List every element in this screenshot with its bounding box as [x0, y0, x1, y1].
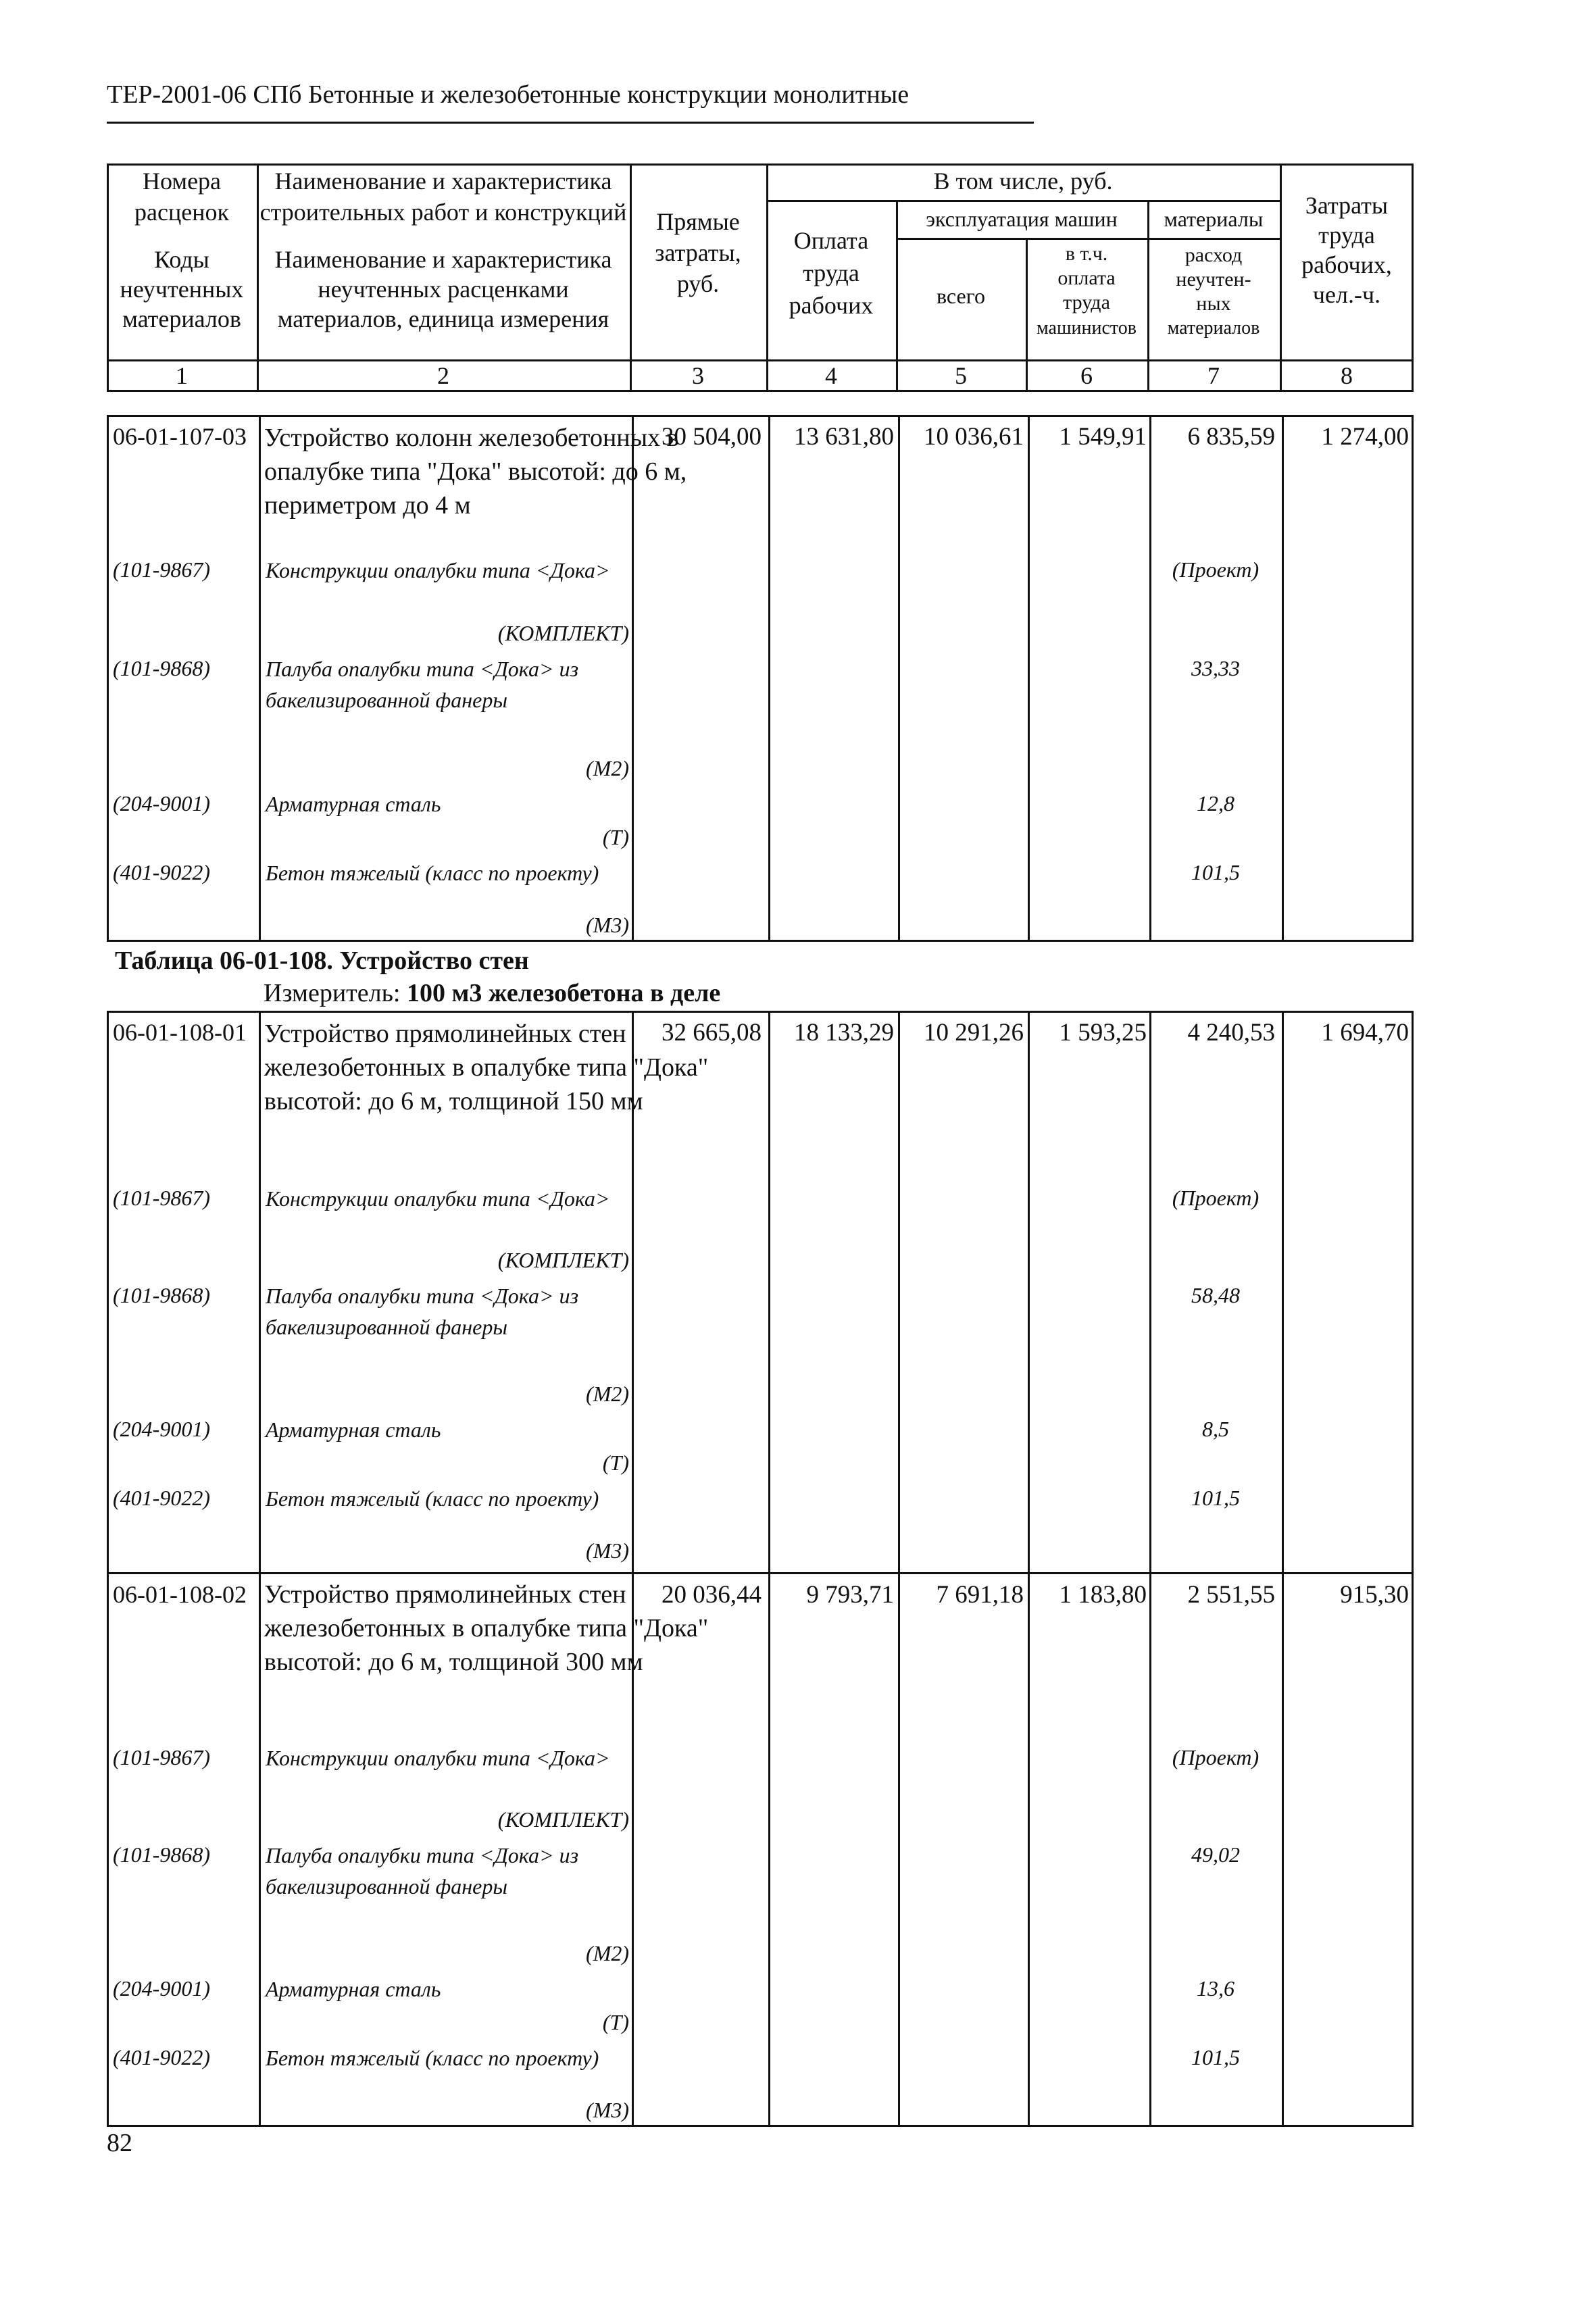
col7-line2: неучтен-	[1176, 268, 1251, 291]
col-number-7: 7	[1207, 362, 1220, 389]
rate-name: Устройство колонн железобетонных в опалубке типа "Дока" высотой: до 6 м, периметром до 4 м	[264, 424, 687, 520]
materials-cost: 4 240,53	[1187, 1019, 1275, 1047]
material-code: (401-9022)	[113, 1486, 210, 1510]
group-header: В том числе, руб.	[933, 168, 1113, 195]
material-code: (204-9001)	[113, 1417, 210, 1441]
material-name: Палуба опалубки типа <Дока> из бакелизированной фанеры	[266, 657, 579, 712]
material-qty: 33,33	[1191, 656, 1240, 680]
material-unit: (Т)	[602, 1451, 629, 1475]
material-qty: 101,5	[1191, 1486, 1240, 1510]
col-number-2: 2	[437, 362, 449, 389]
machinists-pay: 1 593,25	[1059, 1019, 1147, 1047]
material-code: (101-9867)	[113, 557, 210, 582]
material-name: Арматурная сталь	[266, 792, 441, 816]
col5-header: всего	[936, 284, 986, 308]
col-number-1: 1	[176, 362, 188, 389]
material-qty: 101,5	[1191, 2045, 1240, 2069]
col8-line3: рабочих,	[1301, 251, 1392, 278]
rate-code: 06-01-107-03	[113, 423, 247, 450]
machinists-pay: 1 183,80	[1059, 1581, 1147, 1609]
col3-line1: Прямые	[656, 208, 740, 235]
col4-line2: труда	[803, 259, 859, 286]
material-name: Арматурная сталь	[266, 1977, 441, 2001]
col2-bottom-line1: Наименование и характеристика	[274, 246, 612, 273]
material-unit: (М3)	[586, 1538, 629, 1563]
col1-bottom-line2: неучтенных	[120, 276, 244, 303]
rate-name: Устройство прямолинейных стен железобетонных в опалубке типа "Дока" высотой: до 6 м, толщиной 300 мм	[264, 1580, 709, 1676]
material-unit: (М2)	[586, 1941, 629, 1965]
material-qty: (Проект)	[1172, 1186, 1260, 1210]
col-number-6: 6	[1080, 362, 1093, 389]
col-number-8: 8	[1341, 362, 1353, 389]
labor-hours: 1 274,00	[1321, 423, 1409, 451]
material-name: Бетон тяжелый (класс по проекту)	[266, 861, 599, 885]
col2-bottom-line3: материалов, единица измерения	[277, 305, 609, 332]
material-unit: (М3)	[586, 913, 629, 937]
col1-top-line2: расценок	[134, 199, 229, 226]
material-name: Палуба опалубки типа <Дока> из бакелизированной фанеры	[266, 1284, 579, 1339]
materials-cost: 6 835,59	[1187, 423, 1275, 451]
col8-line4: чел.-ч.	[1312, 281, 1381, 308]
table-caption: Таблица 06-01-108. Устройство стен	[115, 947, 529, 975]
material-unit: (Т)	[602, 825, 629, 849]
col-number-3: 3	[692, 362, 704, 389]
material-code: (101-9868)	[113, 1842, 210, 1867]
material-name: Бетон тяжелый (класс по проекту)	[266, 1486, 599, 1511]
title-rule	[107, 122, 1034, 124]
materials-header: материалы	[1164, 207, 1264, 231]
col6-line4: машинистов	[1037, 318, 1137, 338]
material-code: (101-9868)	[113, 1283, 210, 1307]
material-unit: (М2)	[586, 756, 629, 780]
direct-costs: 32 665,08	[662, 1019, 762, 1047]
labor-pay: 18 133,29	[794, 1019, 894, 1047]
col7-line1: расход	[1184, 244, 1243, 266]
material-qty: 101,5	[1191, 860, 1240, 884]
col7-line3: ных	[1196, 293, 1231, 315]
material-code: (401-9022)	[113, 860, 210, 884]
machines-total: 10 291,26	[924, 1019, 1024, 1047]
col8-line1: Затраты	[1305, 192, 1389, 219]
col6-line1: в т.ч.	[1065, 243, 1108, 265]
material-unit: (КОМПЛЕКТ)	[497, 1807, 629, 1832]
rate-name: Устройство прямолинейных стен железобетонных в опалубке типа "Дока" высотой: до 6 м, толщиной 150 мм	[264, 1020, 709, 1115]
col1-bottom-line1: Коды	[154, 246, 209, 273]
material-code: (401-9022)	[113, 2045, 210, 2069]
document-title: ТЕР-2001-06 СПб Бетонные и железобетонные конструкции монолитные	[107, 80, 909, 109]
machines-header: эксплуатация машин	[926, 207, 1118, 231]
material-unit: (М3)	[586, 2098, 629, 2122]
col6-line3: труда	[1063, 291, 1110, 313]
material-name: Конструкции опалубки типа <Дока>	[266, 1746, 610, 1770]
material-name: Конструкции опалубки типа <Дока>	[266, 558, 610, 582]
labor-pay: 9 793,71	[806, 1581, 894, 1609]
col4-line3: рабочих	[789, 292, 874, 319]
col2-top-line1: Наименование и характеристика	[274, 168, 612, 195]
measure-label: Измеритель:	[264, 979, 401, 1007]
col2-top-line2: строительных работ и конструкций	[259, 199, 627, 226]
machinists-pay: 1 549,91	[1059, 423, 1147, 451]
col-number-4: 4	[825, 362, 837, 389]
material-qty: 49,02	[1191, 1842, 1240, 1867]
material-code: (101-9867)	[113, 1186, 210, 1210]
material-unit: (Т)	[602, 2010, 629, 2034]
table-header	[107, 164, 1414, 392]
col3-line2: затраты,	[655, 239, 741, 266]
machines-total: 7 691,18	[936, 1581, 1024, 1609]
labor-pay: 13 631,80	[794, 423, 894, 451]
col7-line4: материалов	[1167, 318, 1260, 338]
machines-total: 10 036,61	[924, 423, 1024, 451]
material-name: Бетон тяжелый (класс по проекту)	[266, 2046, 599, 2070]
material-code: (204-9001)	[113, 791, 210, 815]
material-unit: (КОМПЛЕКТ)	[497, 621, 629, 645]
col2-bottom-line2: неучтенных расценками	[318, 276, 569, 303]
col-number-5: 5	[955, 362, 967, 389]
material-name: Арматурная сталь	[266, 1417, 441, 1442]
material-qty: 12,8	[1197, 791, 1235, 815]
rate-block	[107, 415, 1414, 942]
page-number: 82	[107, 2129, 132, 2157]
col6-line2: оплата	[1057, 267, 1116, 289]
material-code: (204-9001)	[113, 1976, 210, 2001]
rate-table-108	[107, 1011, 1414, 2127]
material-unit: (КОМПЛЕКТ)	[497, 1248, 629, 1272]
labor-hours: 1 694,70	[1321, 1019, 1409, 1047]
material-name: Палуба опалубки типа <Дока> из бакелизированной фанеры	[266, 1843, 579, 1898]
material-code: (101-9867)	[113, 1745, 210, 1769]
col1-bottom-line3: материалов	[122, 305, 241, 332]
material-qty: 13,6	[1197, 1976, 1235, 2001]
material-unit: (М2)	[586, 1382, 629, 1406]
materials-cost: 2 551,55	[1187, 1581, 1275, 1609]
direct-costs: 20 036,44	[662, 1581, 762, 1609]
material-qty: (Проект)	[1172, 1745, 1260, 1769]
col3-line3: руб.	[676, 270, 720, 297]
material-qty: 58,48	[1191, 1283, 1240, 1307]
material-qty: 8,5	[1202, 1417, 1229, 1441]
material-name: Конструкции опалубки типа <Дока>	[266, 1186, 610, 1211]
table-measure	[264, 978, 720, 1008]
col8-line2: труда	[1318, 222, 1375, 249]
material-qty: (Проект)	[1172, 557, 1260, 582]
material-code: (101-9868)	[113, 656, 210, 680]
col4-line1: Оплата	[793, 227, 869, 254]
col1-top-line1: Номера	[142, 168, 222, 195]
direct-costs: 30 504,00	[662, 423, 762, 451]
labor-hours: 915,30	[1340, 1581, 1409, 1609]
rate-code: 06-01-108-02	[113, 1581, 247, 1608]
rate-code: 06-01-108-01	[113, 1019, 247, 1046]
measure-value: 100 м3 железобетона в деле	[407, 979, 721, 1007]
